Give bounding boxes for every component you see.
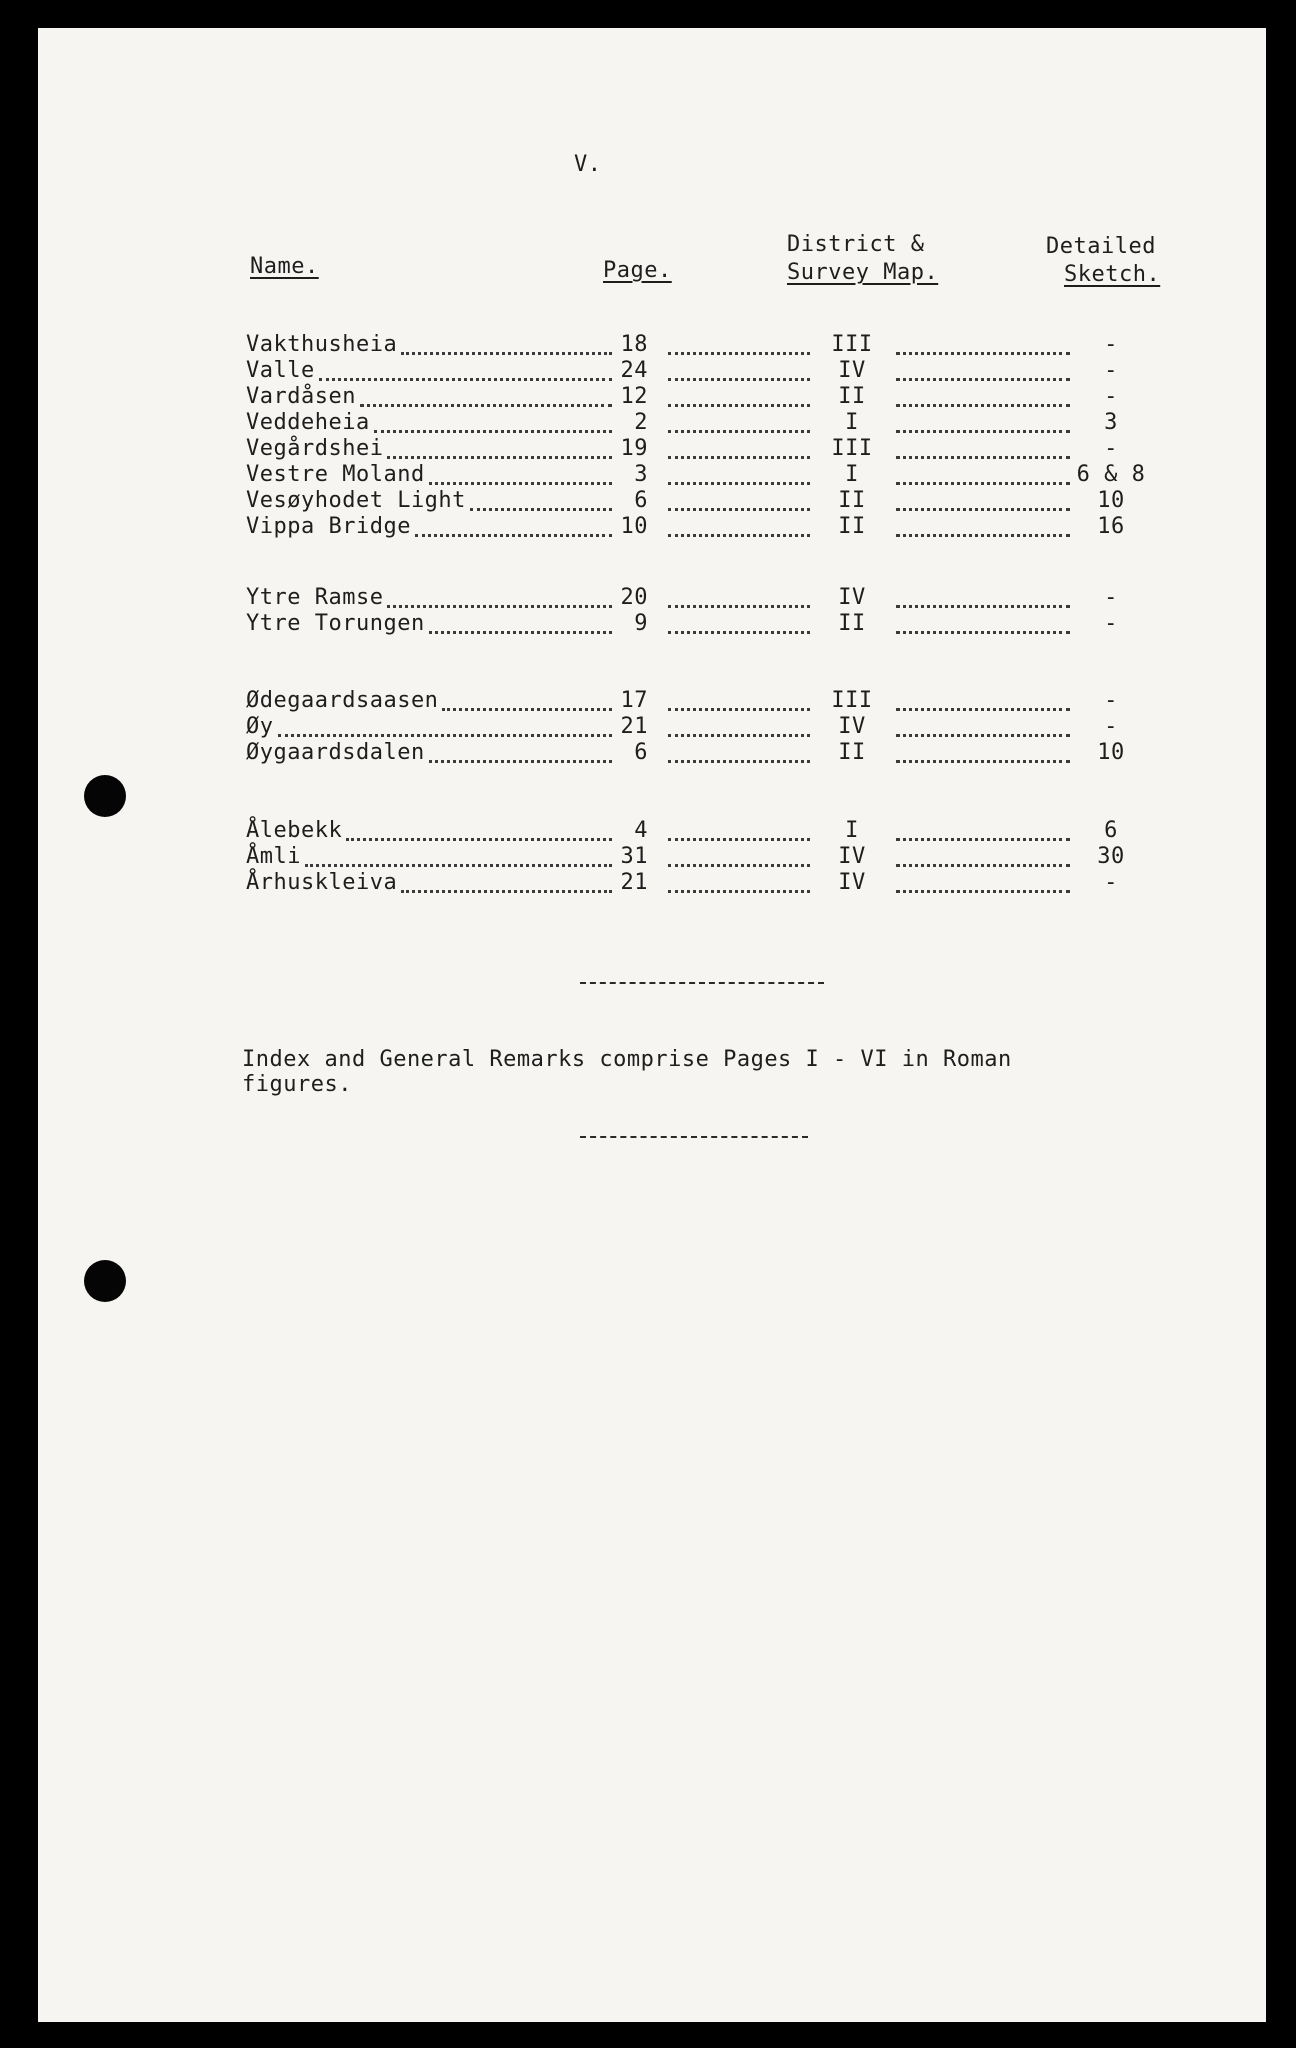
leader-dots — [668, 430, 810, 433]
leader-dots — [896, 890, 1070, 893]
row-district: IV — [838, 870, 866, 895]
leader-dots — [668, 631, 810, 634]
row-page: 31 — [620, 844, 648, 869]
leader-dots — [668, 352, 810, 355]
row-sketch: - — [1104, 688, 1118, 713]
row-sketch: - — [1104, 436, 1118, 461]
header-detailed: Detailed — [1046, 234, 1156, 259]
row-name: Vesøyhodet Light — [246, 488, 466, 513]
row-page: 12 — [620, 384, 648, 409]
punch-hole-top — [84, 775, 126, 817]
leader-dots — [668, 404, 810, 407]
leader-dots — [668, 508, 810, 511]
row-sketch: - — [1104, 611, 1118, 636]
leader-dots — [429, 760, 612, 763]
row-sketch: - — [1104, 332, 1118, 357]
row-page: 18 — [620, 332, 648, 357]
leader-dots — [896, 534, 1070, 537]
row-name: Vardåsen — [246, 384, 356, 409]
leader-dots — [896, 508, 1070, 511]
document-page — [38, 28, 1266, 2022]
header-sketch: Sketch. — [1064, 262, 1161, 287]
leader-dots — [470, 508, 612, 511]
row-name: Ødegaardsaasen — [246, 688, 439, 713]
leader-dots — [346, 838, 612, 841]
leader-dots — [401, 890, 612, 893]
row-district: II — [838, 514, 866, 539]
row-district: III — [831, 436, 873, 461]
header-page: Page. — [603, 258, 672, 283]
leader-dots — [668, 378, 810, 381]
row-name: Vestre Moland — [246, 462, 425, 487]
leader-dots — [668, 734, 810, 737]
row-name: Vakthusheia — [246, 332, 398, 357]
row-page: 21 — [620, 870, 648, 895]
header-name: Name. — [250, 254, 319, 279]
leader-dots — [387, 605, 612, 608]
leader-dots — [278, 734, 612, 737]
row-sketch: 10 — [1097, 740, 1125, 765]
row-name: Vegårdshei — [246, 436, 384, 461]
row-page: 4 — [634, 818, 648, 843]
row-sketch: - — [1104, 714, 1118, 739]
leader-dots — [896, 352, 1070, 355]
row-name: Århuskleiva — [246, 870, 398, 895]
row-page: 17 — [620, 688, 648, 713]
row-name: Åmli — [246, 844, 301, 869]
leader-dots — [896, 605, 1070, 608]
row-district: II — [838, 488, 866, 513]
header-survey-map: Survey Map. — [787, 260, 939, 285]
row-district: IV — [838, 358, 866, 383]
row-district: IV — [838, 714, 866, 739]
row-page: 10 — [620, 514, 648, 539]
leader-dots — [668, 708, 810, 711]
row-name: Valle — [246, 358, 315, 383]
leader-dots — [896, 482, 1070, 485]
row-sketch: - — [1104, 585, 1118, 610]
row-district: I — [845, 462, 859, 487]
leader-dots — [442, 708, 612, 711]
row-page: 6 — [634, 488, 648, 513]
row-district: I — [845, 818, 859, 843]
leader-dots — [429, 631, 612, 634]
row-name: Øy — [246, 714, 274, 739]
divider-rule — [580, 982, 824, 984]
leader-dots — [415, 534, 612, 537]
leader-dots — [401, 352, 612, 355]
leader-dots — [896, 430, 1070, 433]
leader-dots — [668, 605, 810, 608]
remark-line-2: figures. — [242, 1072, 352, 1097]
leader-dots — [896, 734, 1070, 737]
row-district: II — [838, 611, 866, 636]
leader-dots — [305, 864, 612, 867]
leader-dots — [896, 838, 1070, 841]
row-sketch: 3 — [1104, 410, 1118, 435]
leader-dots — [374, 430, 612, 433]
row-page: 6 — [634, 740, 648, 765]
divider-rule-bottom — [580, 1136, 808, 1138]
row-page: 21 — [620, 714, 648, 739]
row-name: Veddeheia — [246, 410, 370, 435]
row-page: 20 — [620, 585, 648, 610]
row-name: Ytre Torungen — [246, 611, 425, 636]
leader-dots — [668, 760, 810, 763]
leader-dots — [896, 864, 1070, 867]
header-district: District & — [787, 232, 925, 257]
row-sketch: - — [1104, 870, 1118, 895]
row-sketch: - — [1104, 384, 1118, 409]
leader-dots — [896, 708, 1070, 711]
leader-dots — [896, 456, 1070, 459]
row-page: 19 — [620, 436, 648, 461]
row-sketch: 30 — [1097, 844, 1125, 869]
row-district: II — [838, 384, 866, 409]
row-sketch: 10 — [1097, 488, 1125, 513]
row-sketch: 6 — [1104, 818, 1118, 843]
leader-dots — [429, 482, 612, 485]
leader-dots — [668, 890, 810, 893]
leader-dots — [668, 456, 810, 459]
leader-dots — [668, 838, 810, 841]
row-district: III — [831, 332, 873, 357]
leader-dots — [896, 378, 1070, 381]
row-district: II — [838, 740, 866, 765]
leader-dots — [387, 456, 612, 459]
row-page: 9 — [634, 611, 648, 636]
row-page: 2 — [634, 410, 648, 435]
row-sketch: - — [1104, 358, 1118, 383]
leader-dots — [360, 404, 612, 407]
leader-dots — [896, 631, 1070, 634]
leader-dots — [668, 534, 810, 537]
remark-line-1: Index and General Remarks comprise Pages I - VI in Roman — [242, 1047, 1012, 1072]
row-name: Vippa Bridge — [246, 514, 411, 539]
leader-dots — [896, 760, 1070, 763]
punch-hole-bottom — [84, 1260, 126, 1302]
leader-dots — [896, 404, 1070, 407]
row-name: Øygaardsdalen — [246, 740, 425, 765]
row-district: III — [831, 688, 873, 713]
row-name: Ytre Ramse — [246, 585, 384, 610]
row-district: I — [845, 410, 859, 435]
row-page: 3 — [634, 462, 648, 487]
row-district: IV — [838, 844, 866, 869]
row-district: IV — [838, 585, 866, 610]
page-label: V. — [574, 152, 602, 177]
row-sketch: 6 & 8 — [1076, 462, 1146, 487]
leader-dots — [668, 482, 810, 485]
row-sketch: 16 — [1097, 514, 1125, 539]
row-page: 24 — [620, 358, 648, 383]
row-name: Ålebekk — [246, 818, 343, 843]
leader-dots — [668, 864, 810, 867]
leader-dots — [319, 378, 612, 381]
